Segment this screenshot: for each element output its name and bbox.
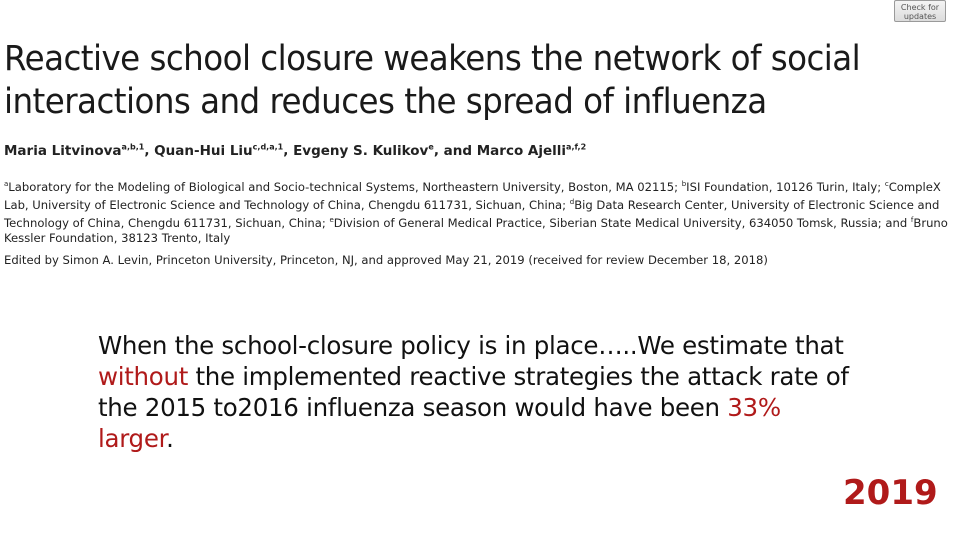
author-affiliation-marks: e <box>428 142 434 151</box>
affiliation-mark: d <box>569 197 575 206</box>
author-2 <box>154 143 283 159</box>
edited-by-line: Edited by Simon A. Levin, Princeton University, Princeton, NJ, and approved May 21, 2019 (received for review December 18, 2018) <box>4 253 768 267</box>
paper-title: Reactive school closure weakens the network of social interactions and reduces the spread of influenza <box>4 39 861 122</box>
author-1 <box>4 143 144 159</box>
check-for-updates-badge[interactable] <box>894 0 946 22</box>
affiliation-mark: a <box>4 180 9 188</box>
affiliation-text: Bruno Kessler Foundation, 38123 Trento, Italy <box>4 215 948 245</box>
badge-line-1: Check for <box>900 3 940 12</box>
author-name: Quan-Hui Liu <box>154 142 253 159</box>
affiliation-mark: c <box>884 180 889 188</box>
badge-line-2: updates <box>903 12 937 21</box>
quote-part-2: the implemented reactive strategies the attack rate of the 2015 to2016 influenza season would have been <box>98 362 849 422</box>
author-list: Maria Litvinova$^{a,b,1}$, Quan-Hui Liu$^{c,d,a,1}$, Evgeny S. Kulikov$^e$, and Marco Ajelli$^{a,f,2}$ <box>4 142 587 159</box>
affiliation-text: Laboratory for the Modeling of Biological and Socio-technical Systems, Northeastern University, Boston, MA 02115; <box>8 179 682 194</box>
author-name: and Marco Ajelli <box>443 142 567 159</box>
publication-year: 2019 <box>843 473 938 513</box>
affiliation-text: Big Data Research Center, University of Electronic Science and Technology of China, Chengdu 611731, Sichuan, China; <box>4 197 940 230</box>
quote-text <box>98 330 858 454</box>
author-3 <box>293 143 434 159</box>
author-affiliation-marks: a,f,2 <box>566 142 587 151</box>
author-4 <box>444 143 586 159</box>
affiliations <box>4 177 949 246</box>
quote-part-1: When the school-closure policy is in place…..We estimate that <box>98 331 844 360</box>
author-name: Maria Litvinova <box>4 142 122 159</box>
affiliation-text: Division of General Medical Practice, Siberian State Medical University, 634050 Tomsk, Russia; and <box>333 215 911 230</box>
affiliation-text: ISI Foundation, 10126 Turin, Italy; <box>686 179 885 194</box>
quote-part-3: . <box>166 424 174 453</box>
author-affiliation-marks: a,b,1 <box>121 142 145 151</box>
author-name: Evgeny S. Kulikov <box>293 142 429 159</box>
affiliation-mark: b <box>681 180 687 188</box>
affiliation-text: CompleX Lab, University of Electronic Science and Technology of China, Chengdu 611731, Sichuan, China; <box>4 179 941 212</box>
author-affiliation-marks: c,d,a,1 <box>252 142 284 151</box>
affiliation-mark: e <box>329 215 334 224</box>
affiliation-mark: f <box>910 215 914 224</box>
quote-emphasis-without: without <box>98 362 189 391</box>
quote-emphasis-percent: 33% larger <box>98 393 781 453</box>
